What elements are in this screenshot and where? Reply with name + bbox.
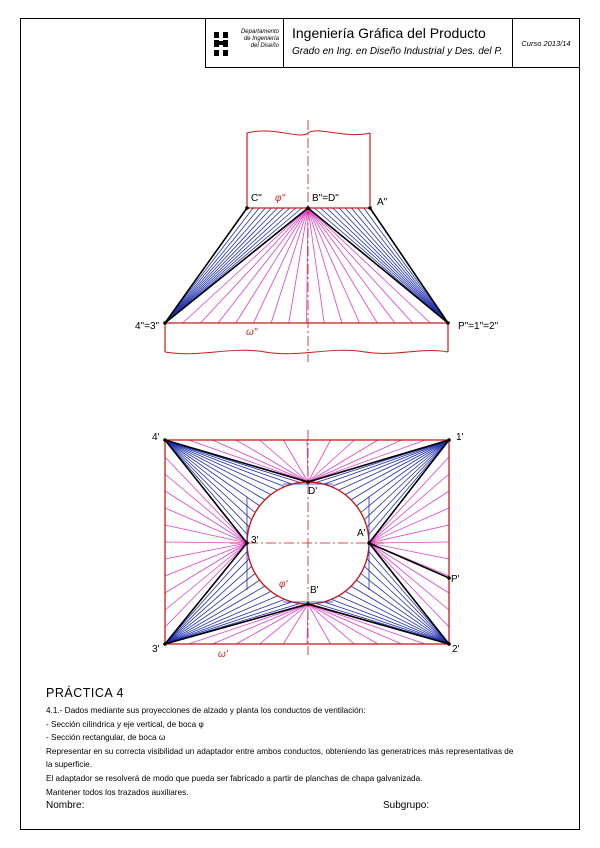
generatrix-line xyxy=(358,208,448,323)
department-line: de Ingeniería xyxy=(243,36,279,42)
subgroup-field-label: Subgrupo: xyxy=(383,800,430,811)
generatrix-line xyxy=(369,474,449,543)
generatrix-line xyxy=(369,508,449,543)
label-a-plan: A' xyxy=(357,528,366,539)
label-left-corner-elevation: 4"=3" xyxy=(135,321,160,332)
label-4-plan: 4' xyxy=(152,432,160,443)
statement-line: Mantener todos los trazados auxiliares. xyxy=(46,787,189,797)
label-omega-elevation: ω" xyxy=(246,327,258,338)
label-bd-elevation: B"=D" xyxy=(312,193,339,204)
generatrix-line xyxy=(361,440,449,513)
generatrix-line xyxy=(165,574,255,645)
statement-line: 4.1.- Dados mediante sus proyecciones de alzado y planta los conductos de ventilación: xyxy=(46,706,366,715)
generatrix-line xyxy=(165,440,260,506)
statement-line: - Sección rectangular, de boca ω xyxy=(46,733,166,743)
label-p-plan: P' xyxy=(451,574,460,585)
generatrix-line xyxy=(327,208,448,323)
department-line: del Diseño xyxy=(250,43,279,49)
generatrix-line xyxy=(165,543,247,610)
plan-view xyxy=(163,430,451,655)
generatrix-line xyxy=(345,591,449,644)
generatrix-line xyxy=(361,574,449,645)
statement-line: Representar en su correcta visibilidad un adaptador entre ambos conductos, obteniendo las generatrices más representativas de xyxy=(46,746,514,756)
generatrix-line xyxy=(189,604,308,644)
generatrix-line xyxy=(165,508,247,543)
generatrix-line xyxy=(165,457,247,543)
generatrix-line xyxy=(165,440,271,495)
generatrix-line xyxy=(369,457,449,543)
generatrix-line xyxy=(165,208,290,323)
generatrix-line xyxy=(165,591,271,644)
label-3-inner-plan: 3' xyxy=(251,535,259,546)
generatrix-line xyxy=(345,440,449,495)
generatrix-line xyxy=(236,440,308,482)
generatrix-line xyxy=(356,440,449,506)
exercise-statement xyxy=(46,704,546,799)
elevation-view xyxy=(163,120,450,362)
statement-line: - Sección cilíndrica y eje vertical, de boca φ xyxy=(46,719,204,729)
generatrix-line xyxy=(253,208,308,323)
generatrix-line xyxy=(339,208,448,323)
label-1-plan: 1' xyxy=(456,432,464,443)
generatrix-line xyxy=(333,208,448,323)
label-phi-elevation: φ" xyxy=(275,193,286,204)
statement-line: la superficie. xyxy=(46,760,92,770)
label-3-plan: 3' xyxy=(152,644,160,655)
generatrix-line xyxy=(369,491,449,543)
generatrix-line xyxy=(165,208,296,323)
generatrix-line xyxy=(308,604,402,644)
generatrix-line xyxy=(320,208,448,323)
course-year: Curso 2013/14 xyxy=(521,38,571,48)
generatrix-line xyxy=(308,208,377,323)
generatrix-line xyxy=(308,440,425,482)
generatrix-line xyxy=(165,491,247,543)
generatrix-line xyxy=(218,208,308,323)
generatrix-line xyxy=(351,208,448,323)
label-right-corner-elevation: P"=1"=2" xyxy=(458,321,499,332)
generatrix-line xyxy=(368,551,449,644)
practice-heading: PRÁCTICA 4 xyxy=(46,686,124,700)
generatrix-line xyxy=(308,440,402,482)
rectangular-break-line xyxy=(165,350,448,353)
generatrix-line xyxy=(369,543,449,610)
generatrix-line xyxy=(165,543,247,559)
generatrix-line xyxy=(308,604,425,644)
label-omega-plan: ω' xyxy=(218,649,228,660)
name-field-label: Nombre: xyxy=(46,800,85,811)
generatrix-line xyxy=(236,604,308,644)
generatrix-line xyxy=(308,208,430,323)
cylinder-break-line xyxy=(247,131,370,135)
course-title: Ingeniería Gráfica del Producto xyxy=(292,25,486,41)
generatrix-line xyxy=(165,208,265,323)
department-line: Departamento xyxy=(240,29,279,35)
generatrix-line xyxy=(369,543,449,559)
label-b-plan: B' xyxy=(310,585,319,596)
cylinder-duct-elevation xyxy=(247,133,370,208)
label-2-plan: 2' xyxy=(452,644,460,655)
label-c-elevation: C" xyxy=(251,193,262,204)
generatrix-line xyxy=(165,208,284,323)
degree-subtitle: Grado en Ing. en Diseño Industrial y Des. del P. xyxy=(292,46,503,57)
generatrix-line xyxy=(165,208,271,323)
generatrix-line xyxy=(165,543,247,576)
statement-line: El adaptador se resolverá de modo que pueda ser fabricado a partir de planchas de chapa galvanizada. xyxy=(46,773,423,783)
generatrix-line xyxy=(165,208,278,323)
generatrix-line xyxy=(165,474,247,543)
generatrix-line xyxy=(165,440,255,513)
label-phi-plan: φ' xyxy=(279,579,288,590)
label-a-elevation: A" xyxy=(377,197,388,208)
rectangular-duct-elevation xyxy=(165,323,448,352)
label-d-plan: D' xyxy=(308,486,318,497)
generatrix-line xyxy=(308,208,342,323)
generatrix-line xyxy=(236,208,308,323)
